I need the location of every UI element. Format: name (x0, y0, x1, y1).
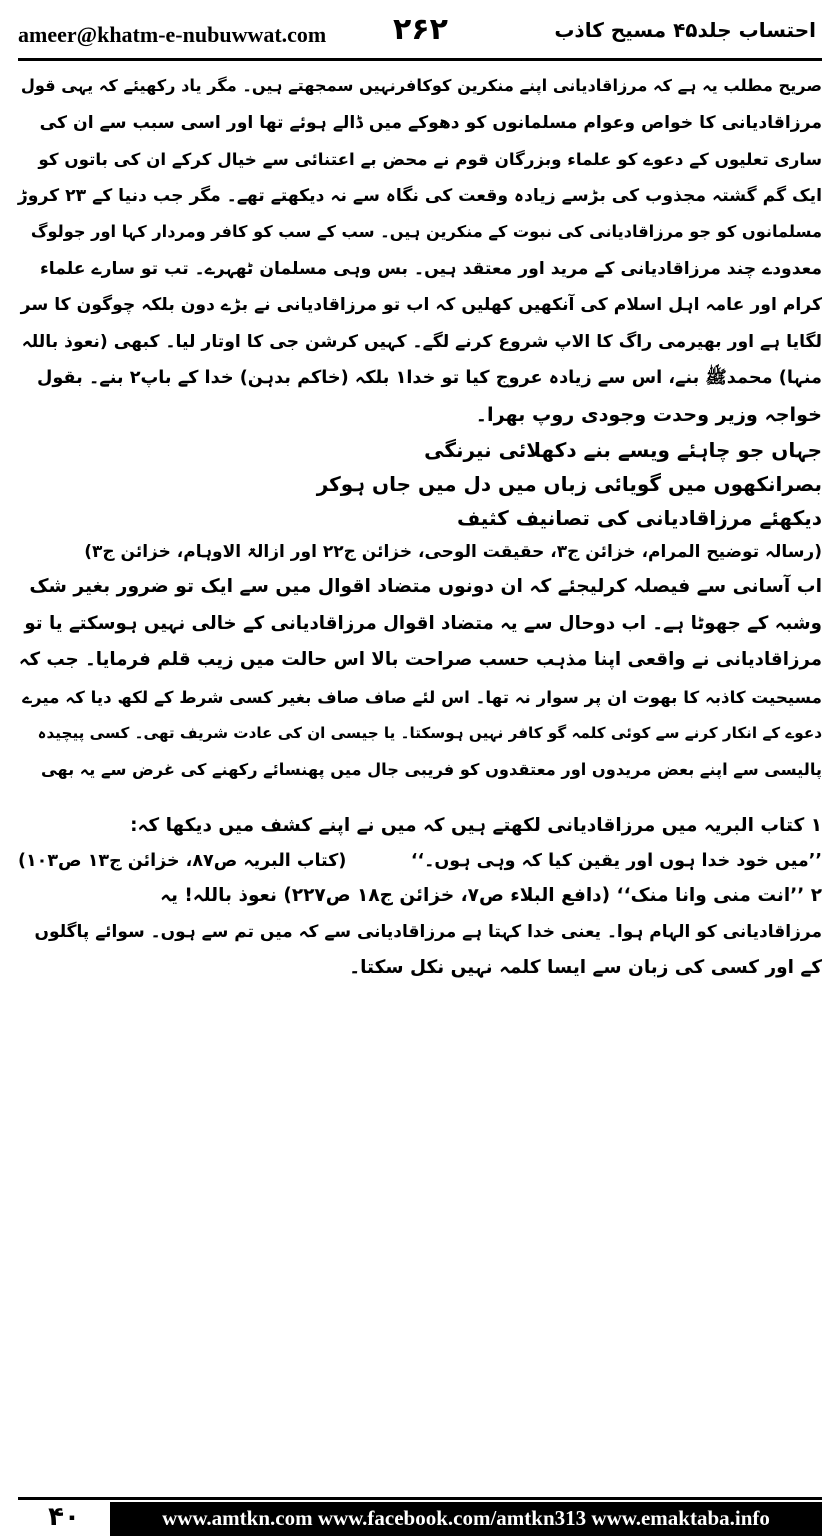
text-line: دعوے کے انکار کرنے سے کوئی کلمہ گو کافر نہیں ہوسکتا۔ یا جیسی ان کی عادت شریف تھی۔ کسی پیچیدہ (37, 724, 822, 742)
verse-line: جہاں جو چاہئے ویسے بنے دکھلائی نیرنگی (424, 438, 822, 462)
text-line: صریح مطلب یہ ہے کہ مرزاقادیانی اپنے منکرین کوکافرنہیں سمجھتے ہیں۔ مگر یاد رکھیئے کہ یہی قول (20, 76, 822, 95)
text-line: مسلمانوں کو جو مرزاقادیانی کی نبوت کے منکرین ہیں۔ سب کے سب کو کافر ومردار کہا اور جولوگ (30, 222, 822, 241)
footnote-1: ۱ کتاب البریہ میں مرزاقادیانی لکھتے ہیں کہ میں نے اپنے کشف میں دیکھا کہ: (130, 815, 822, 836)
header-email: ameer@khatm-e-nubuwwat.com (18, 22, 327, 47)
text-line: مرزاقادیانی کا خواص وعوام مسلمانوں کو دھوکے میں ڈالے ہوئے تھا اور اسی سبب سے ان کی (39, 112, 822, 133)
footnote-1-reference: (کتاب البریہ ص۸۷، خزائن ج۱۳ ص۱۰۳) (18, 851, 347, 871)
text-line: خواجہ وزیر وحدت وجودی روپ بھرا۔ (475, 402, 822, 426)
text-line: ایک گم گشتہ مجذوب کی بڑسے زیادہ وقعت کی نگاہ سے نہ دیکھتے تھے۔ مگر جب دنیا کے ۲۳ کروڑ (17, 185, 822, 206)
verse-line: دیکھئے مرزاقادیانی کی تصانیف کثیف (456, 506, 822, 530)
spacer (18, 788, 822, 808)
reference-citation: (رسالہ توضیح المرام، خزائن ج۳، حقیقت الوحی، خزائن ج۲۲ اور ازالۃ الاوہام، خزائن ج۳) (84, 542, 822, 562)
verse-line: بصرانکھوں میں گویائی زباں میں دل میں جاں ہوکر (316, 472, 822, 496)
paragraph-1 (18, 68, 822, 433)
text-line: اب آسانی سے فیصلہ کرلیجئے کہ ان دونوں متضاد اقوال میں سے ایک تو ضرور بغیر شک (29, 576, 822, 597)
footer-page-number: ۴۰ (18, 1502, 110, 1536)
text-line: لگایا ہے اور بھیرمی راگ کا الاپ شروع کرنے لگے۔ کہیں کرشن جی کا اوتار لیا۔ کبھی (نعوذ باللہ (21, 331, 822, 352)
footnotes (18, 808, 822, 986)
main-text (18, 68, 822, 986)
text-line: مرزاقادیانی نے واقعی اپنا مذہب حسب صراحت بالا اس حالت میں زیب قلم فرمایا۔ جب کہ (18, 649, 822, 670)
text-line: پالیسی سے اپنے بعض مریدوں اور معتقدوں کو فریبی جال میں پھنسائے رکھنے کی غرض سے یہ بھی (41, 759, 822, 779)
text-line: کرام اور عامہ اہل اسلام کی آنکھیں کھلیں کہ اب تو مرزاقادیانی نے بڑے دون بلکہ چوگون کا سر (20, 295, 822, 315)
text-line: مسیحیت کاذبہ کا بھوت ان پر سوار نہ تھا۔ اس لئے صاف صاف بغیر کسی شرط کے لکھ دیا کہ میرے (22, 686, 822, 707)
verse-block (18, 433, 822, 535)
page-header (18, 10, 822, 50)
header-divider (18, 58, 822, 61)
text-line: ساری تعلیوں کے دعوے کو علماء وبزرگان قوم نے محض بے اعتنائی سے خیال کرکے ان کی باتوں کو (38, 149, 822, 169)
footnote-1-quote-row (18, 844, 822, 878)
footer-divider (18, 1497, 822, 1500)
footer-links: www.amtkn.com www.facebook.com/amtkn313 www.emaktaba.info (162, 1506, 770, 1530)
header-page-number: ۲۶۲ (393, 12, 448, 47)
footnote-2-line: کے اور کسی کی زبان سے ایسا کلمہ نہیں نکل سکتا۔ (349, 957, 822, 978)
text-line: منہا) محمدﷺ بنے، اس سے زیادہ عروج کیا تو خدا۱ بلکہ (خاکم بدہن) خدا کے باپ۲ بنے۔ بقول (37, 368, 822, 388)
footnote-2: ۲ ’’انت منی وانا منک‘‘ (دافع البلاء ص۷، خزائن ج۱۸ ص۲۲۷) نعوذ باللہ! یہ (160, 885, 822, 906)
text-line: معدودے چند مرزاقادیانی کے مرید اور معتقد ہیں۔ بس وہی مسلمان ٹھہرے۔ تب تو سارے علماء (40, 258, 822, 279)
paragraph-2 (18, 569, 822, 788)
footnote-1-quote: ’’میں خود خدا ہوں اور یقین کیا کہ وہی ہوں۔‘‘ (410, 851, 822, 871)
page-footer (18, 1502, 822, 1536)
footnote-2-line: مرزاقادیانی کو الہام ہوا۔ یعنی خدا کہتا ہے مرزاقادیانی سے کہ میں تم سے ہوں۔ سوائے پاگلوں (34, 922, 822, 942)
header-title: احتساب جلد۴۵ مسیح کاذب (554, 18, 816, 42)
text-line: وشبہ کے جھوٹا ہے۔ اب دوحال سے یہ متضاد اقوال مرزاقادیانی کے خالی نہیں ہوسکتے یا تو (24, 612, 822, 634)
